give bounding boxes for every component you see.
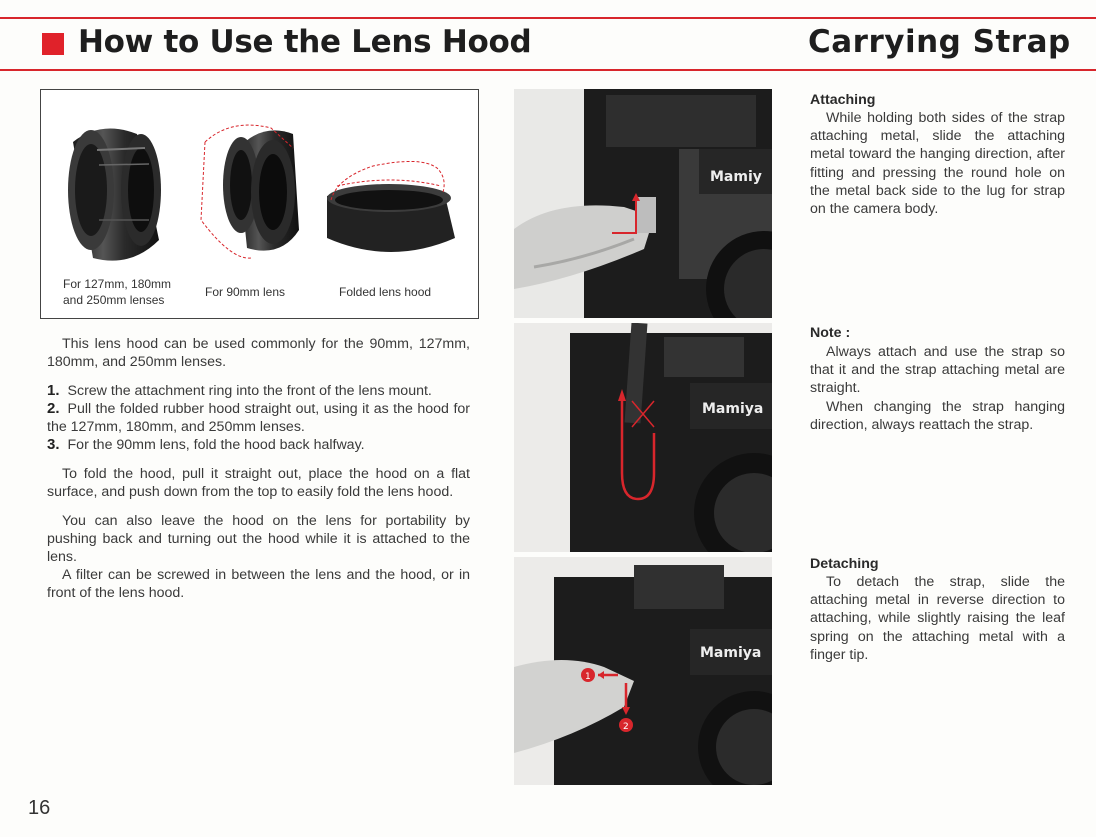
section-title-carrying-strap: Carrying Strap <box>808 24 1071 60</box>
caption-folded: Folded lens hood <box>339 285 432 299</box>
svg-text:1: 1 <box>585 672 591 682</box>
top-rule <box>0 17 1096 19</box>
filter-paragraph: A filter can be screwed in between the lens and the hood, or in front of the lens hood. <box>47 567 470 601</box>
page-number: 16 <box>28 797 51 819</box>
caption-90: For 90mm lens <box>205 285 286 299</box>
brand-label: Mamiya <box>700 645 762 661</box>
section-title-lens-hood: How to Use the Lens Hood <box>78 24 532 60</box>
detaching-text: To detach the strap, slide the attaching metal in reverse direction to attaching, while slightly raising the leaf spring on the attaching metal with a finger tip. <box>810 574 1065 663</box>
attaching-heading: Attaching <box>810 92 876 108</box>
step-3: 3. For the 90mm lens, fold the hood back halfway. <box>47 436 365 453</box>
detaching-heading: Detaching <box>810 556 879 572</box>
section-marker <box>42 33 64 55</box>
caption-127-250: For 127mm, 180mm and 250mm lenses <box>63 277 172 307</box>
lens-hood-text <box>47 335 470 602</box>
svg-text:2: 2 <box>623 722 629 732</box>
portable-paragraph: You can also leave the hood on the lens for portability by pushing back and turning out the hood while it is attached to the lens. <box>47 513 470 565</box>
photo-attaching <box>514 89 772 318</box>
attaching-text: While holding both sides of the strap attaching metal, slide the attaching metal toward the hanging direction, after fitting and pressing the round hole on the metal back side to the lug for strap on the camera body. <box>810 110 1065 218</box>
hood-127-250-image <box>68 129 161 261</box>
hood-90-image <box>201 125 299 258</box>
fold-paragraph: To fold the hood, pull it straight out, place the hood on a flat surface, and push down from the top to easily fold the lens hood. <box>47 466 470 500</box>
note-text: Always attach and use the strap so that it and the strap attaching metal are straight. When changing the strap hanging direction, always reattach the strap. <box>810 344 1065 433</box>
step-2: 2. Pull the folded rubber hood straight out, using it as the hood for the 127mm, 180mm, and 250mm lenses. <box>47 400 470 435</box>
photo-detaching <box>514 557 772 785</box>
intro-paragraph: This lens hood can be used commonly for the 90mm, 127mm, 180mm, and 250mm lenses. <box>47 336 470 370</box>
lens-hood-figure <box>40 89 479 319</box>
step-1: 1. Screw the attachment ring into the front of the lens mount. <box>47 382 432 399</box>
brand-label: Mamiy <box>710 169 762 185</box>
note-heading: Note : <box>810 325 851 341</box>
header-rule <box>0 69 1096 71</box>
brand-label: Mamiya <box>702 401 764 417</box>
folded-hood-image <box>327 161 455 252</box>
photo-note <box>514 323 772 552</box>
